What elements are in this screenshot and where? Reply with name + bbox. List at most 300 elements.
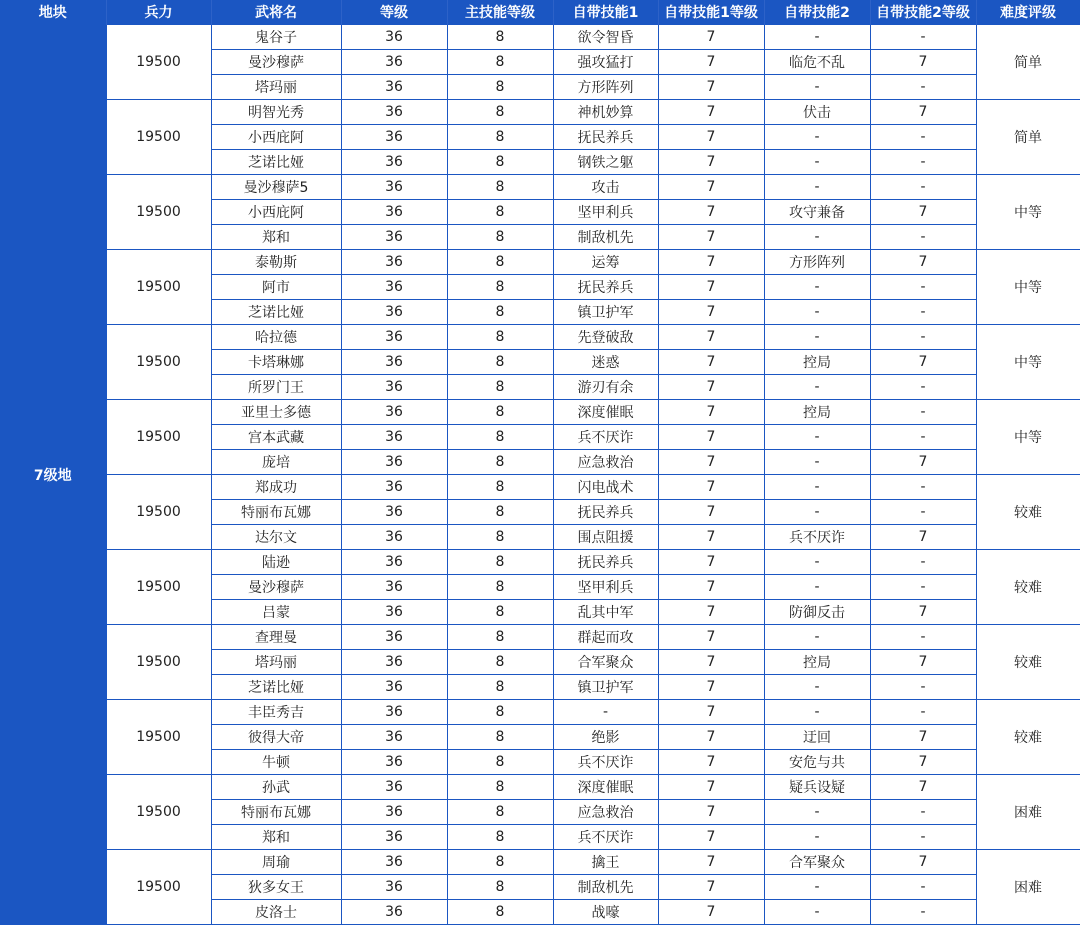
level-cell: 36 xyxy=(341,225,447,250)
skill2-cell: - xyxy=(764,375,870,400)
table-row xyxy=(0,850,1080,875)
main-skill-level-cell: 8 xyxy=(447,600,553,625)
level-cell: 36 xyxy=(341,500,447,525)
troops-cell: 19500 xyxy=(106,700,211,775)
main-skill-level-cell: 8 xyxy=(447,800,553,825)
skill1-level-cell: 7 xyxy=(658,825,764,850)
skill2-cell: - xyxy=(764,475,870,500)
skill2-cell: 合军聚众 xyxy=(764,850,870,875)
skill2-cell: - xyxy=(764,225,870,250)
skill1-level-cell: 7 xyxy=(658,350,764,375)
skill2-level-cell: 7 xyxy=(870,350,976,375)
skill2-cell: 疑兵设疑 xyxy=(764,775,870,800)
troops-cell: 19500 xyxy=(106,175,211,250)
skill1-cell: 抚民养兵 xyxy=(553,275,658,300)
main-skill-level-cell: 8 xyxy=(447,375,553,400)
skill1-cell: 合军聚众 xyxy=(553,650,658,675)
general-name-cell: 鬼谷子 xyxy=(211,25,341,50)
skill2-level-cell: 7 xyxy=(870,600,976,625)
header-skill2: 自带技能2 xyxy=(764,0,870,25)
skill2-level-cell: - xyxy=(870,675,976,700)
skill2-level-cell: 7 xyxy=(870,775,976,800)
skill2-level-cell: - xyxy=(870,225,976,250)
general-name-cell: 芝诺比娅 xyxy=(211,300,341,325)
table-row xyxy=(0,475,1080,500)
skill1-level-cell: 7 xyxy=(658,675,764,700)
main-skill-level-cell: 8 xyxy=(447,325,553,350)
level-cell: 36 xyxy=(341,725,447,750)
level-cell: 36 xyxy=(341,800,447,825)
skill2-level-cell: - xyxy=(870,500,976,525)
skill2-level-cell: - xyxy=(870,400,976,425)
troops-cell: 19500 xyxy=(106,850,211,925)
main-skill-level-cell: 8 xyxy=(447,550,553,575)
skill1-cell: 擒王 xyxy=(553,850,658,875)
level-cell: 36 xyxy=(341,475,447,500)
table-row xyxy=(0,700,1080,725)
skill1-cell: 游刃有余 xyxy=(553,375,658,400)
skill1-level-cell: 7 xyxy=(658,575,764,600)
troops-cell: 19500 xyxy=(106,550,211,625)
general-name-cell: 小西庇阿 xyxy=(211,200,341,225)
skill1-level-cell: 7 xyxy=(658,425,764,450)
skill2-cell: - xyxy=(764,25,870,50)
skill1-level-cell: 7 xyxy=(658,800,764,825)
skill1-cell: 深度催眠 xyxy=(553,400,658,425)
table-body xyxy=(0,25,1080,925)
main-skill-level-cell: 8 xyxy=(447,50,553,75)
troops-cell: 19500 xyxy=(106,475,211,550)
skill1-cell: 应急救治 xyxy=(553,450,658,475)
skill1-level-cell: 7 xyxy=(658,150,764,175)
table-row xyxy=(0,100,1080,125)
main-skill-level-cell: 8 xyxy=(447,900,553,925)
skill2-level-cell: - xyxy=(870,125,976,150)
header-difficulty: 难度评级 xyxy=(976,0,1080,25)
skill1-cell: 抚民养兵 xyxy=(553,500,658,525)
main-skill-level-cell: 8 xyxy=(447,25,553,50)
level-cell: 36 xyxy=(341,400,447,425)
main-skill-level-cell: 8 xyxy=(447,75,553,100)
skill1-cell: 欲令智昏 xyxy=(553,25,658,50)
general-name-cell: 特丽布瓦娜 xyxy=(211,500,341,525)
skill2-cell: 防御反击 xyxy=(764,600,870,625)
skill1-level-cell: 7 xyxy=(658,75,764,100)
skill1-level-cell: 7 xyxy=(658,725,764,750)
level-cell: 36 xyxy=(341,200,447,225)
skill2-level-cell: - xyxy=(870,800,976,825)
difficulty-cell: 较难 xyxy=(976,475,1080,550)
skill1-cell: 深度催眠 xyxy=(553,775,658,800)
general-name-cell: 郑成功 xyxy=(211,475,341,500)
general-name-cell: 吕蒙 xyxy=(211,600,341,625)
general-name-cell: 狄多女王 xyxy=(211,875,341,900)
level-cell: 36 xyxy=(341,550,447,575)
level-cell: 36 xyxy=(341,325,447,350)
skill1-level-cell: 7 xyxy=(658,500,764,525)
skill1-cell: 乱其中军 xyxy=(553,600,658,625)
difficulty-cell: 困难 xyxy=(976,850,1080,925)
general-name-cell: 塔玛丽 xyxy=(211,650,341,675)
general-name-cell: 曼沙穆萨5 xyxy=(211,175,341,200)
main-skill-level-cell: 8 xyxy=(447,350,553,375)
skill1-level-cell: 7 xyxy=(658,600,764,625)
skill2-level-cell: - xyxy=(870,150,976,175)
level-cell: 36 xyxy=(341,575,447,600)
main-skill-level-cell: 8 xyxy=(447,775,553,800)
header-skill1: 自带技能1 xyxy=(553,0,658,25)
skill2-cell: - xyxy=(764,425,870,450)
skill2-cell: 控局 xyxy=(764,400,870,425)
skill2-level-cell: - xyxy=(870,550,976,575)
skill2-cell: 临危不乱 xyxy=(764,50,870,75)
general-name-cell: 塔玛丽 xyxy=(211,75,341,100)
general-name-cell: 小西庇阿 xyxy=(211,125,341,150)
skill2-level-cell: - xyxy=(870,475,976,500)
main-skill-level-cell: 8 xyxy=(447,500,553,525)
header-skill1-level: 自带技能1等级 xyxy=(658,0,764,25)
skill1-cell: 制敌机先 xyxy=(553,875,658,900)
skill1-level-cell: 7 xyxy=(658,50,764,75)
skill2-level-cell: - xyxy=(870,25,976,50)
main-skill-level-cell: 8 xyxy=(447,100,553,125)
level-cell: 36 xyxy=(341,825,447,850)
skill1-cell: 神机妙算 xyxy=(553,100,658,125)
general-name-cell: 陆逊 xyxy=(211,550,341,575)
level-cell: 36 xyxy=(341,600,447,625)
level-cell: 36 xyxy=(341,425,447,450)
main-skill-level-cell: 8 xyxy=(447,625,553,650)
table-row xyxy=(0,775,1080,800)
skill2-cell: - xyxy=(764,500,870,525)
difficulty-cell: 中等 xyxy=(976,400,1080,475)
troops-cell: 19500 xyxy=(106,325,211,400)
general-name-cell: 芝诺比娅 xyxy=(211,150,341,175)
general-name-cell: 阿市 xyxy=(211,275,341,300)
general-name-cell: 达尔文 xyxy=(211,525,341,550)
main-skill-level-cell: 8 xyxy=(447,750,553,775)
level-cell: 36 xyxy=(341,125,447,150)
skill2-level-cell: 7 xyxy=(870,850,976,875)
troops-cell: 19500 xyxy=(106,100,211,175)
level-cell: 36 xyxy=(341,50,447,75)
skill1-level-cell: 7 xyxy=(658,875,764,900)
skill1-cell: 镇卫护军 xyxy=(553,300,658,325)
table-row xyxy=(0,550,1080,575)
level-cell: 36 xyxy=(341,900,447,925)
skill2-cell: - xyxy=(764,625,870,650)
skill2-level-cell: - xyxy=(870,825,976,850)
skill1-level-cell: 7 xyxy=(658,100,764,125)
skill2-level-cell: - xyxy=(870,325,976,350)
skill2-cell: 兵不厌诈 xyxy=(764,525,870,550)
skill2-cell: - xyxy=(764,325,870,350)
general-name-cell: 丰臣秀吉 xyxy=(211,700,341,725)
level-cell: 36 xyxy=(341,100,447,125)
skill1-level-cell: 7 xyxy=(658,250,764,275)
main-skill-level-cell: 8 xyxy=(447,675,553,700)
skill2-level-cell: - xyxy=(870,625,976,650)
main-skill-level-cell: 8 xyxy=(447,250,553,275)
difficulty-cell: 困难 xyxy=(976,775,1080,850)
general-name-cell: 彼得大帝 xyxy=(211,725,341,750)
general-name-cell: 牛顿 xyxy=(211,750,341,775)
skill1-cell: 镇卫护军 xyxy=(553,675,658,700)
level-cell: 36 xyxy=(341,300,447,325)
table-row xyxy=(0,175,1080,200)
skill2-cell: 伏击 xyxy=(764,100,870,125)
main-skill-level-cell: 8 xyxy=(447,650,553,675)
general-name-cell: 庞培 xyxy=(211,450,341,475)
header-level: 等级 xyxy=(341,0,447,25)
skill1-cell: 抚民养兵 xyxy=(553,125,658,150)
difficulty-cell: 较难 xyxy=(976,625,1080,700)
level-cell: 36 xyxy=(341,775,447,800)
main-skill-level-cell: 8 xyxy=(447,700,553,725)
difficulty-cell: 简单 xyxy=(976,25,1080,100)
header-main-skill-level: 主技能等级 xyxy=(447,0,553,25)
skill2-cell: 攻守兼备 xyxy=(764,200,870,225)
level-cell: 36 xyxy=(341,625,447,650)
skill2-cell: - xyxy=(764,825,870,850)
troops-cell: 19500 xyxy=(106,625,211,700)
general-name-cell: 哈拉德 xyxy=(211,325,341,350)
skill1-level-cell: 7 xyxy=(658,450,764,475)
skill1-level-cell: 7 xyxy=(658,475,764,500)
main-skill-level-cell: 8 xyxy=(447,200,553,225)
skill2-cell: - xyxy=(764,275,870,300)
skill2-cell: - xyxy=(764,550,870,575)
general-name-cell: 曼沙穆萨 xyxy=(211,50,341,75)
level-cell: 36 xyxy=(341,350,447,375)
skill2-level-cell: 7 xyxy=(870,525,976,550)
level-cell: 36 xyxy=(341,250,447,275)
general-name-cell: 皮洛士 xyxy=(211,900,341,925)
troops-cell: 19500 xyxy=(106,775,211,850)
skill2-level-cell: - xyxy=(870,375,976,400)
level-cell: 36 xyxy=(341,175,447,200)
general-name-cell: 特丽布瓦娜 xyxy=(211,800,341,825)
skill2-level-cell: - xyxy=(870,300,976,325)
skill1-level-cell: 7 xyxy=(658,400,764,425)
skill1-cell: 群起而攻 xyxy=(553,625,658,650)
main-skill-level-cell: 8 xyxy=(447,225,553,250)
skill2-level-cell: - xyxy=(870,275,976,300)
skill2-cell: - xyxy=(764,150,870,175)
skill1-cell: 兵不厌诈 xyxy=(553,425,658,450)
main-skill-level-cell: 8 xyxy=(447,275,553,300)
skill1-level-cell: 7 xyxy=(658,525,764,550)
general-name-cell: 郑和 xyxy=(211,825,341,850)
main-skill-level-cell: 8 xyxy=(447,175,553,200)
skill1-cell: 闪电战术 xyxy=(553,475,658,500)
skill1-level-cell: 7 xyxy=(658,700,764,725)
main-skill-level-cell: 8 xyxy=(447,575,553,600)
skill1-level-cell: 7 xyxy=(658,275,764,300)
skill2-level-cell: - xyxy=(870,575,976,600)
skill1-level-cell: 7 xyxy=(658,25,764,50)
skill2-level-cell: - xyxy=(870,175,976,200)
skill2-cell: - xyxy=(764,125,870,150)
main-skill-level-cell: 8 xyxy=(447,400,553,425)
skill2-level-cell: - xyxy=(870,75,976,100)
skill2-cell: 安危与共 xyxy=(764,750,870,775)
skill2-cell: 控局 xyxy=(764,650,870,675)
general-name-cell: 宫本武藏 xyxy=(211,425,341,450)
skill2-cell: - xyxy=(764,75,870,100)
skill2-level-cell: - xyxy=(870,875,976,900)
troops-cell: 19500 xyxy=(106,250,211,325)
skill2-cell: - xyxy=(764,800,870,825)
header-land: 地块 xyxy=(0,0,106,25)
skill1-cell: 围点阻援 xyxy=(553,525,658,550)
skill1-level-cell: 7 xyxy=(658,325,764,350)
difficulty-cell: 中等 xyxy=(976,250,1080,325)
main-skill-level-cell: 8 xyxy=(447,850,553,875)
skill1-cell: 坚甲利兵 xyxy=(553,200,658,225)
skill2-level-cell: - xyxy=(870,700,976,725)
level-cell: 36 xyxy=(341,675,447,700)
table-row xyxy=(0,625,1080,650)
main-skill-level-cell: 8 xyxy=(447,725,553,750)
level-cell: 36 xyxy=(341,525,447,550)
skill2-level-cell: 7 xyxy=(870,725,976,750)
main-skill-level-cell: 8 xyxy=(447,475,553,500)
table-row xyxy=(0,250,1080,275)
table-row xyxy=(0,25,1080,50)
level-cell: 36 xyxy=(341,275,447,300)
header-row xyxy=(0,0,1080,25)
table-row xyxy=(0,400,1080,425)
general-name-cell: 曼沙穆萨 xyxy=(211,575,341,600)
general-name-cell: 孙武 xyxy=(211,775,341,800)
general-name-cell: 明智光秀 xyxy=(211,100,341,125)
main-skill-level-cell: 8 xyxy=(447,425,553,450)
skill1-cell: 战嚎 xyxy=(553,900,658,925)
skill2-level-cell: - xyxy=(870,900,976,925)
general-name-cell: 亚里士多德 xyxy=(211,400,341,425)
skill2-cell: - xyxy=(764,875,870,900)
skill2-level-cell: 7 xyxy=(870,650,976,675)
difficulty-cell: 中等 xyxy=(976,175,1080,250)
general-name-cell: 周瑜 xyxy=(211,850,341,875)
skill1-level-cell: 7 xyxy=(658,850,764,875)
skill1-cell: 抚民养兵 xyxy=(553,550,658,575)
skill1-cell: 兵不厌诈 xyxy=(553,825,658,850)
skill1-cell: 应急救治 xyxy=(553,800,658,825)
skill1-cell: 运筹 xyxy=(553,250,658,275)
difficulty-cell: 较难 xyxy=(976,700,1080,775)
skill1-level-cell: 7 xyxy=(658,550,764,575)
difficulty-cell: 中等 xyxy=(976,325,1080,400)
skill1-level-cell: 7 xyxy=(658,225,764,250)
troops-cell: 19500 xyxy=(106,25,211,100)
level-cell: 36 xyxy=(341,750,447,775)
skill1-level-cell: 7 xyxy=(658,200,764,225)
level-cell: 36 xyxy=(341,75,447,100)
skill2-level-cell: 7 xyxy=(870,200,976,225)
level-cell: 36 xyxy=(341,375,447,400)
header-troops: 兵力 xyxy=(106,0,211,25)
main-skill-level-cell: 8 xyxy=(447,300,553,325)
skill1-level-cell: 7 xyxy=(658,175,764,200)
skill1-cell: 攻击 xyxy=(553,175,658,200)
difficulty-cell: 较难 xyxy=(976,550,1080,625)
skill1-cell: 制敌机先 xyxy=(553,225,658,250)
skill1-level-cell: 7 xyxy=(658,125,764,150)
main-skill-level-cell: 8 xyxy=(447,525,553,550)
skill2-cell: - xyxy=(764,575,870,600)
level-cell: 36 xyxy=(341,700,447,725)
level-cell: 36 xyxy=(341,850,447,875)
skill2-level-cell: 7 xyxy=(870,750,976,775)
skill1-level-cell: 7 xyxy=(658,375,764,400)
skill1-cell: 钢铁之躯 xyxy=(553,150,658,175)
main-skill-level-cell: 8 xyxy=(447,825,553,850)
skill2-cell: - xyxy=(764,175,870,200)
skill1-cell: 绝影 xyxy=(553,725,658,750)
skill1-cell: 方形阵列 xyxy=(553,75,658,100)
skill1-cell: 迷惑 xyxy=(553,350,658,375)
skill1-level-cell: 7 xyxy=(658,625,764,650)
land-cell: 7级地 xyxy=(0,25,106,925)
table-row xyxy=(0,325,1080,350)
skill1-level-cell: 7 xyxy=(658,650,764,675)
level-cell: 36 xyxy=(341,450,447,475)
skill1-cell: 兵不厌诈 xyxy=(553,750,658,775)
skill2-level-cell: 7 xyxy=(870,50,976,75)
skill2-level-cell: - xyxy=(870,425,976,450)
main-skill-level-cell: 8 xyxy=(447,150,553,175)
skill1-cell: 坚甲利兵 xyxy=(553,575,658,600)
skill2-cell: 迂回 xyxy=(764,725,870,750)
skill2-cell: - xyxy=(764,900,870,925)
skill1-cell: 强攻猛打 xyxy=(553,50,658,75)
skill2-level-cell: 7 xyxy=(870,100,976,125)
skill1-cell: 先登破敌 xyxy=(553,325,658,350)
header-skill2-level: 自带技能2等级 xyxy=(870,0,976,25)
difficulty-cell: 简单 xyxy=(976,100,1080,175)
main-skill-level-cell: 8 xyxy=(447,450,553,475)
level-cell: 36 xyxy=(341,25,447,50)
level-cell: 36 xyxy=(341,875,447,900)
main-skill-level-cell: 8 xyxy=(447,875,553,900)
skill1-level-cell: 7 xyxy=(658,750,764,775)
skill2-cell: 方形阵列 xyxy=(764,250,870,275)
general-name-cell: 芝诺比娅 xyxy=(211,675,341,700)
general-name-cell: 所罗门王 xyxy=(211,375,341,400)
skill2-cell: - xyxy=(764,675,870,700)
level-cell: 36 xyxy=(341,650,447,675)
skill1-cell: - xyxy=(553,700,658,725)
skill2-level-cell: 7 xyxy=(870,450,976,475)
general-name-cell: 卡塔琳娜 xyxy=(211,350,341,375)
skill2-cell: - xyxy=(764,700,870,725)
skill2-cell: - xyxy=(764,300,870,325)
general-name-cell: 泰勒斯 xyxy=(211,250,341,275)
skill2-cell: 控局 xyxy=(764,350,870,375)
skill2-level-cell: 7 xyxy=(870,250,976,275)
skill2-cell: - xyxy=(764,450,870,475)
skill1-level-cell: 7 xyxy=(658,900,764,925)
level-cell: 36 xyxy=(341,150,447,175)
main-skill-level-cell: 8 xyxy=(447,125,553,150)
skill1-level-cell: 7 xyxy=(658,300,764,325)
general-name-cell: 郑和 xyxy=(211,225,341,250)
header-general-name: 武将名 xyxy=(211,0,341,25)
troops-cell: 19500 xyxy=(106,400,211,475)
skill1-level-cell: 7 xyxy=(658,775,764,800)
